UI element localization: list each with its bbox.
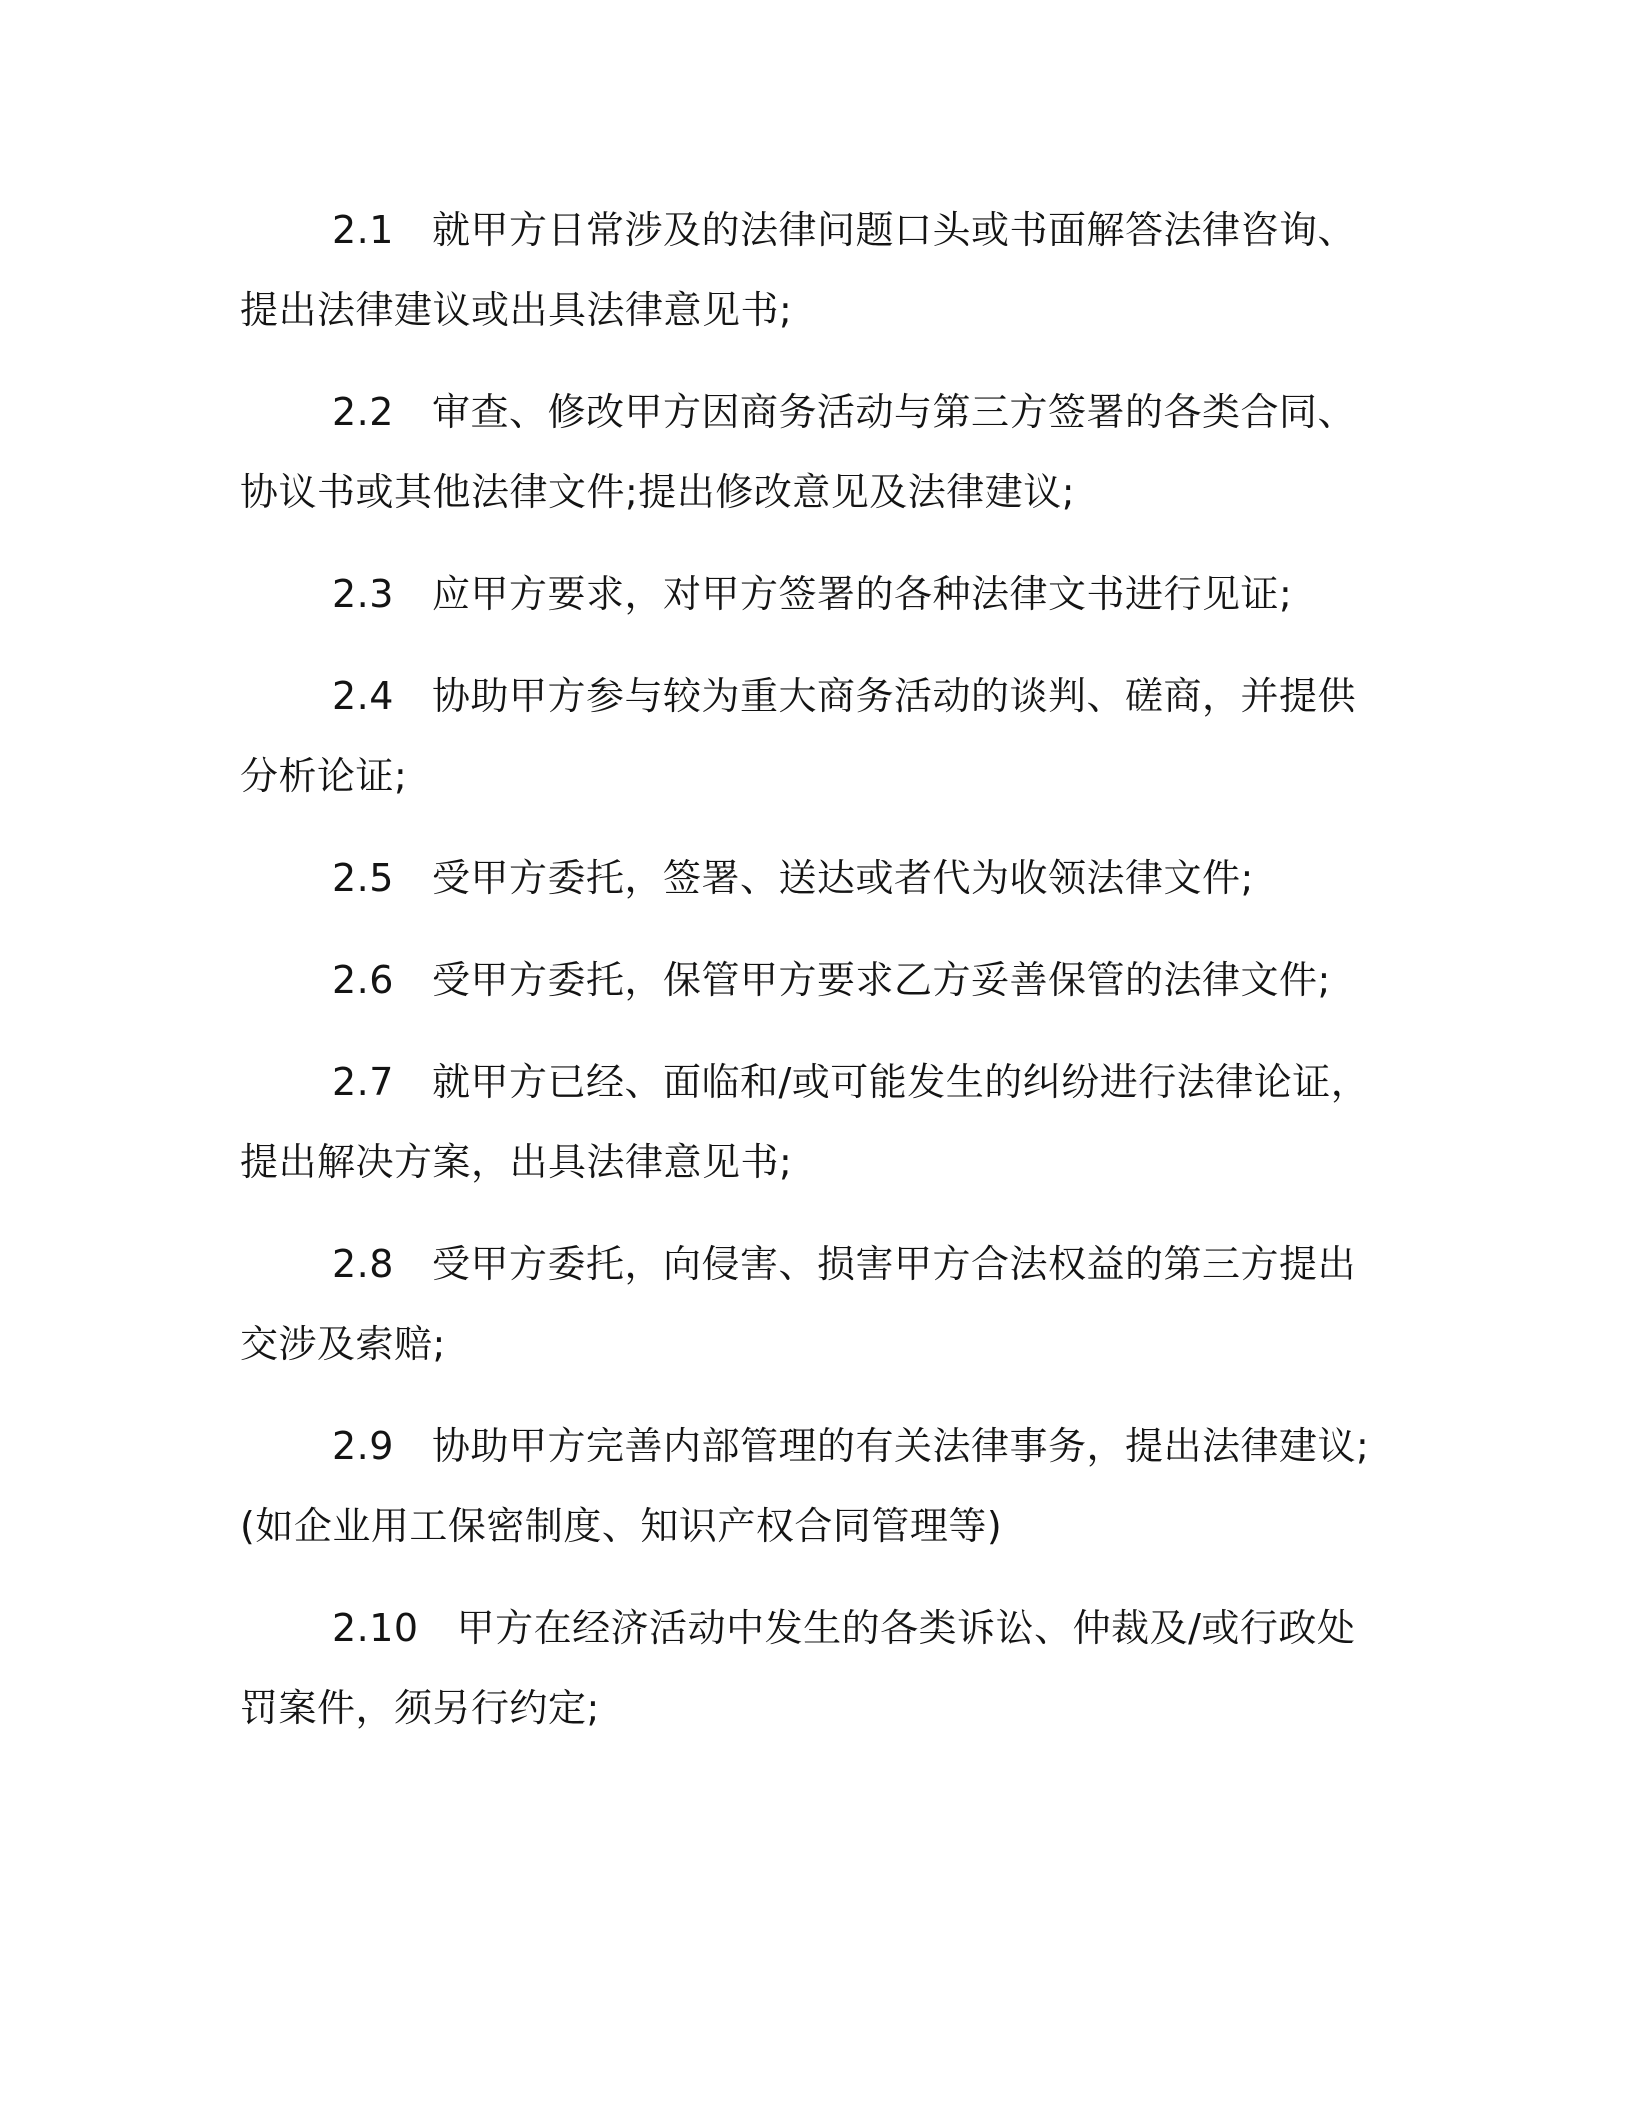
clause-2-8 xyxy=(240,1224,1390,1384)
clause-number: 2.10 xyxy=(332,1606,419,1650)
clause-text: 应甲方要求，对甲方签署的各种法律文书进行见证; xyxy=(431,572,1293,616)
clause-number: 2.3 xyxy=(332,572,394,616)
clause-number: 2.6 xyxy=(332,958,394,1002)
clause-2-3 xyxy=(240,554,1390,634)
clause-number: 2.2 xyxy=(332,390,394,434)
clause-number: 2.5 xyxy=(332,856,394,900)
clause-2-9 xyxy=(240,1406,1390,1566)
clause-number: 2.9 xyxy=(332,1424,394,1468)
clause-text: 就甲方已经、面临和/或可能发生的纠纷进行法律论证，提出解决方案，出具法律意见书; xyxy=(240,1060,1370,1184)
clause-list xyxy=(240,190,1390,1770)
clause-text: 甲方在经济活动中发生的各类诉讼、仲裁及/或行政处罚案件，须另行约定; xyxy=(240,1606,1356,1730)
clause-number: 2.7 xyxy=(332,1060,394,1104)
clause-text: 协助甲方完善内部管理的有关法律事务，提出法律建议;(如企业用工保密制度、知识产权合同管理等) xyxy=(240,1424,1370,1548)
clause-text: 受甲方委托，保管甲方要求乙方妥善保管的法律文件; xyxy=(431,958,1331,1002)
clause-number: 2.8 xyxy=(332,1242,394,1286)
clause-number: 2.1 xyxy=(332,208,394,252)
clause-text: 受甲方委托，签署、送达或者代为收领法律文件; xyxy=(431,856,1254,900)
clause-number: 2.4 xyxy=(332,674,394,718)
clause-text: 受甲方委托，向侵害、损害甲方合法权益的第三方提出交涉及索赔; xyxy=(240,1242,1356,1366)
clause-2-4 xyxy=(240,656,1390,816)
clause-2-7 xyxy=(240,1042,1390,1202)
clause-2-1 xyxy=(240,190,1390,350)
clause-text: 就甲方日常涉及的法律问题口头或书面解答法律咨询、提出法律建议或出具法律意见书; xyxy=(240,208,1356,332)
clause-text: 审查、修改甲方因商务活动与第三方签署的各类合同、协议书或其他法律文件;提出修改意见及法律建议; xyxy=(240,390,1356,514)
clause-text: 协助甲方参与较为重大商务活动的谈判、磋商，并提供分析论证; xyxy=(240,674,1356,798)
clause-2-6 xyxy=(240,940,1390,1020)
clause-2-2 xyxy=(240,372,1390,532)
clause-2-10 xyxy=(240,1588,1390,1748)
clause-2-5 xyxy=(240,838,1390,918)
